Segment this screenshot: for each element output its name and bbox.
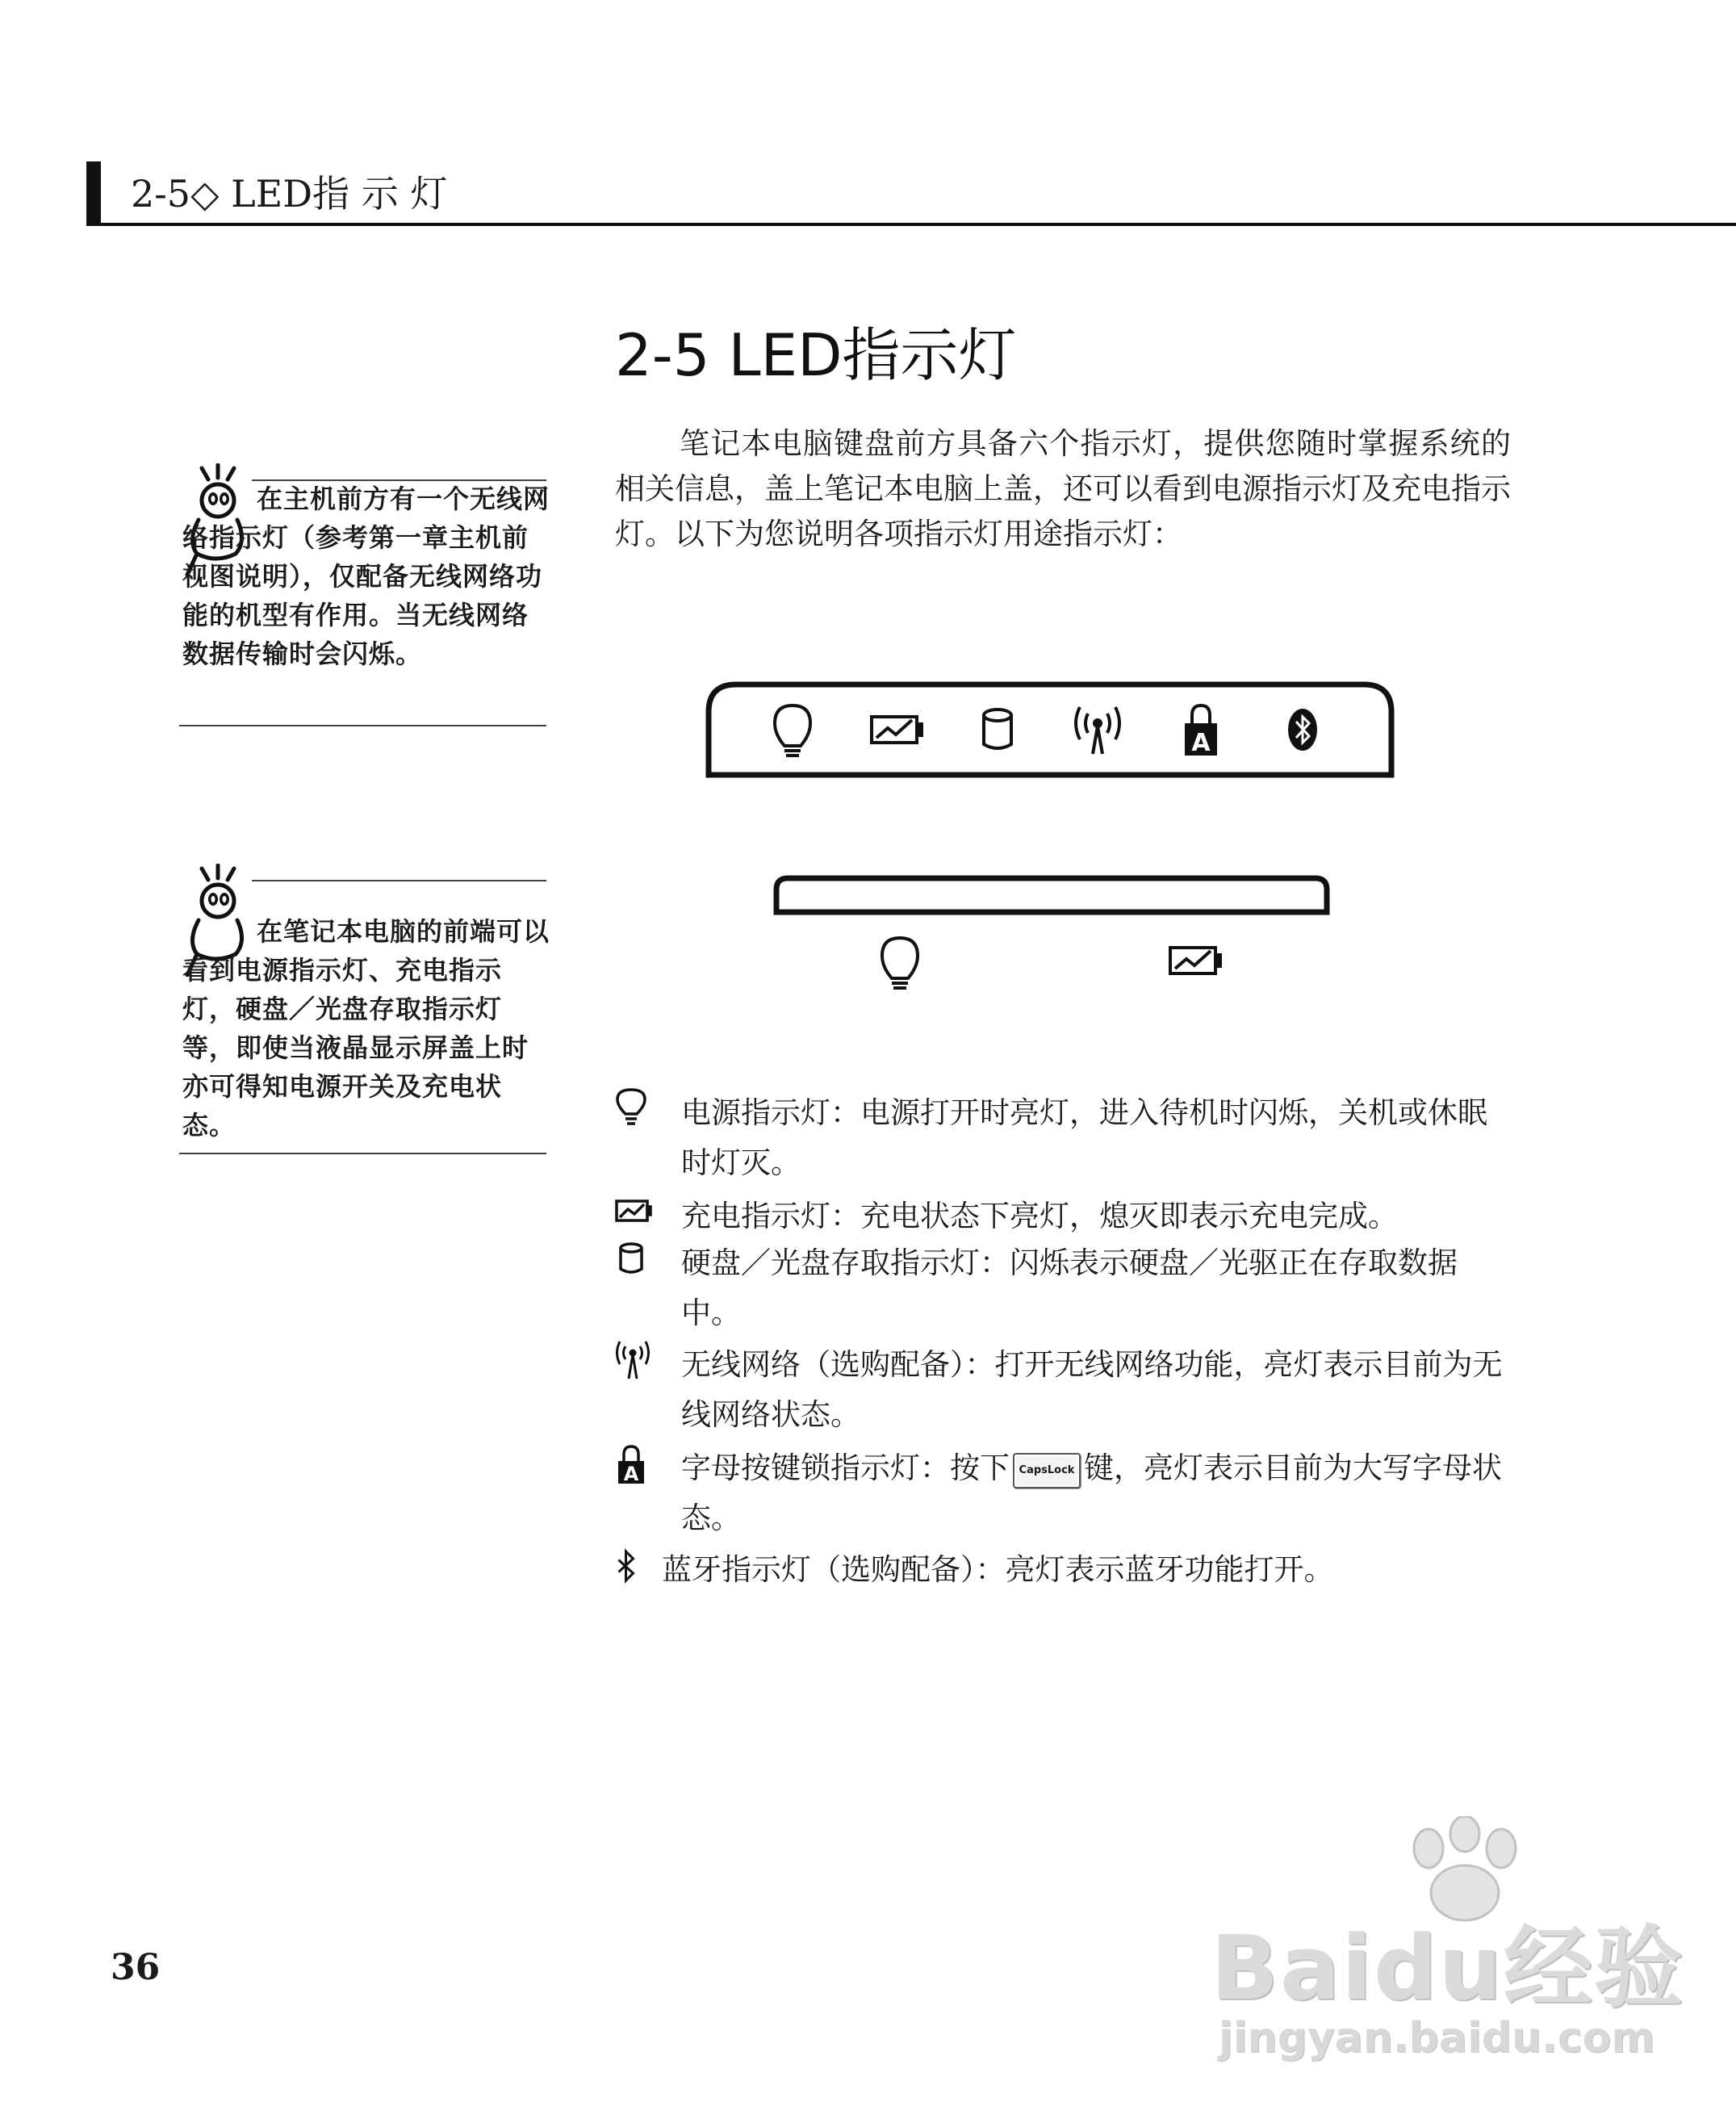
front-edge-outline <box>776 878 1327 912</box>
header-rule <box>86 223 1736 226</box>
note-text <box>182 479 550 673</box>
note-2-text: 在笔记本电脑的前端可以看到电源指示灯、充电指示灯，硬盘／光盘存取指示灯等，即使当液晶显示屏盖上时亦可得知电源开关及充电状态。 <box>182 916 550 1141</box>
battery-charge-icon <box>1170 948 1220 973</box>
description-text: 充电指示灯：充电状态下亮灯，熄灭即表示充电完成。 <box>681 1199 1398 1233</box>
side-note <box>179 865 550 1156</box>
svg-text:A: A <box>1191 729 1211 757</box>
disk-icon <box>984 710 1011 748</box>
intro-paragraph: 笔记本电脑键盘前方具备六个指示灯，提供您随时掌握系统的相关信息，盖上笔记本电脑上盖，还可以看到电源指示灯及充电指示灯。以下为您说明各项指示灯用途指示灯： <box>615 426 1511 551</box>
watermark-brand: Baidu经验 <box>1211 1916 1684 2020</box>
running-header: 2-5◇ LED指 示 灯 <box>131 172 448 216</box>
description-text-before: 字母按键锁指示灯：按下 <box>681 1451 1010 1485</box>
description-text-after: 键，亮灯表示目前为大写字母状态。 <box>681 1451 1502 1535</box>
wireless-icon <box>615 1340 650 1382</box>
note-bottom-rule <box>179 725 546 726</box>
power-icon <box>775 705 810 756</box>
power-icon <box>615 1088 647 1130</box>
capslock-icon <box>1185 705 1217 757</box>
description-text: 蓝牙指示灯（选购配备）：亮灯表示蓝牙功能打开。 <box>662 1552 1334 1587</box>
note-top-rule <box>252 880 546 881</box>
disk-icon <box>615 1238 647 1280</box>
side-note <box>179 465 550 731</box>
capslock-icon <box>615 1443 647 1485</box>
description-text: 硬盘／光盘存取指示灯：闪烁表示硬盘／光驱正在存取数据中。 <box>681 1245 1458 1330</box>
watermark <box>1211 1816 1684 2083</box>
note-text <box>182 912 550 1145</box>
description-text: 电源指示灯：电源打开时亮灯，进入待机时闪烁，关机或休眠时灯灭。 <box>681 1095 1487 1180</box>
battery-charge-icon <box>872 717 922 743</box>
page-number: 36 <box>111 1947 161 1988</box>
battery-charge-icon <box>615 1191 652 1233</box>
svg-text:A: A <box>623 1463 639 1485</box>
description-text: 无线网络（选购配备）：打开无线网络功能，亮灯表示目前为无线网络状态。 <box>681 1347 1503 1432</box>
page-title: 2-5 LED指示灯 <box>615 321 1017 389</box>
header-bar <box>86 161 101 224</box>
bluetooth-icon <box>615 1545 639 1587</box>
watermark-url: jingyan.baidu.com <box>1219 2014 1655 2062</box>
description-text <box>681 1443 1504 1543</box>
capslock-key: CapsLock <box>1013 1453 1081 1488</box>
power-icon <box>882 938 918 988</box>
wireless-icon <box>1076 707 1119 754</box>
led-description-list <box>615 1088 1519 1597</box>
note-1-text: 在主机前方有一个无线网络指示灯（参考第一章主机前视图说明），仅配备无线网络功能的机型有作用。当无线网络数据传输时会闪烁。 <box>182 484 550 669</box>
led-panel-diagram <box>702 678 1396 1001</box>
note-bottom-rule <box>179 1153 546 1154</box>
bluetooth-icon <box>1288 709 1317 751</box>
